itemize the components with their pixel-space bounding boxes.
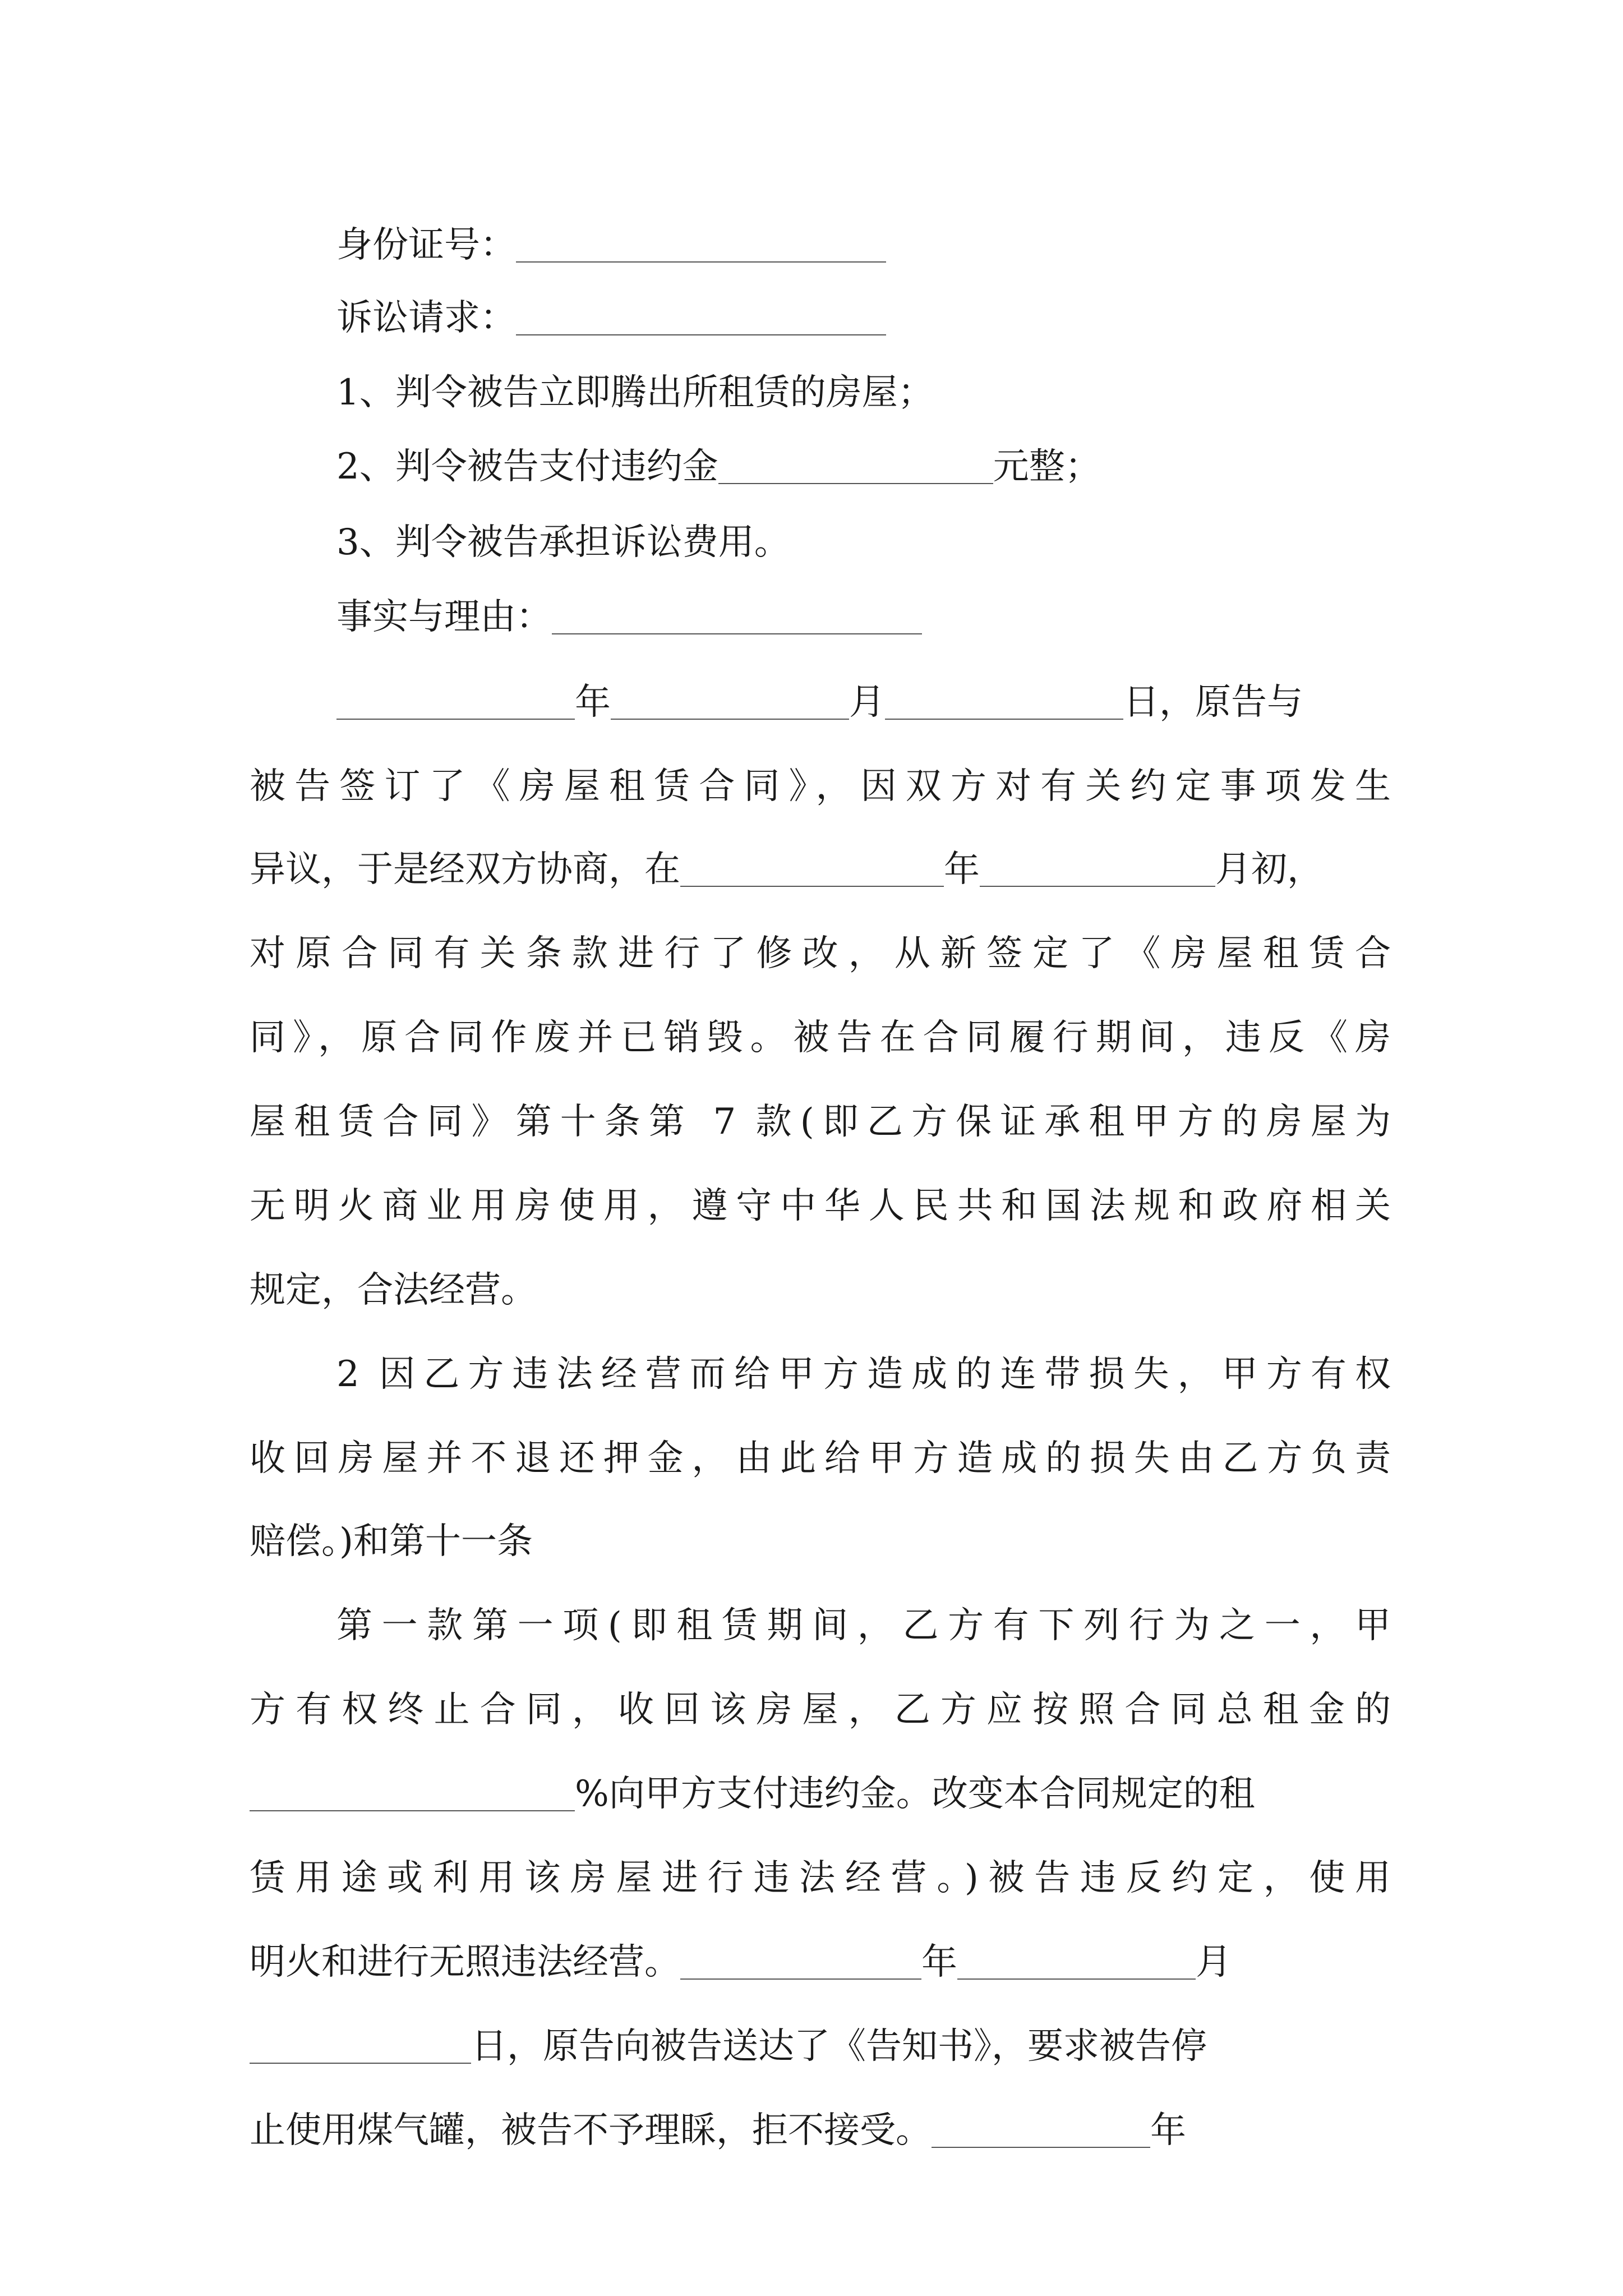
penalty-amount-blank bbox=[718, 449, 993, 484]
id-number-field bbox=[336, 224, 886, 266]
facts-field bbox=[336, 596, 922, 638]
para3-line5: 明火和进行无照违法经营。 年 月 bbox=[250, 1941, 1232, 1984]
facts-blank bbox=[552, 599, 922, 634]
para1-line7: 无明火商业用房使用，遵守中华人民共和国法规和政府相关 bbox=[250, 1185, 1391, 1227]
percentage-blank bbox=[250, 1776, 575, 1811]
claims-field bbox=[336, 297, 886, 339]
para2-line1: 2 因乙方违法经营而给甲方造成的连带损失，甲方有权 bbox=[336, 1354, 1391, 1395]
claim-item-3: 3、判令被告承担诉讼费用。 bbox=[336, 522, 790, 563]
para1-line2: 被告签订了《房屋租赁合同》，因双方对有关约定事项发生 bbox=[250, 766, 1391, 807]
para3-line4: 赁用途或利用该房屋进行违法经营。)被告违反约定，使用 bbox=[250, 1857, 1391, 1899]
para1-line6: 屋租赁合同》第十条第 7 款(即乙方保证承租甲方的房屋为 bbox=[250, 1101, 1391, 1143]
claim-item-2: 2、判令被告支付违约金 元整； bbox=[336, 446, 1101, 488]
para1-line3: 异议，于是经双方协商，在 年 月初， bbox=[250, 849, 1323, 891]
para3-line1: 第一款第一项(即租赁期间，乙方有下列行为之一，甲 bbox=[336, 1605, 1391, 1646]
id-number-blank bbox=[516, 227, 886, 263]
para3-line6: 日，原告向被告送达了《告知书》，要求被告停 bbox=[250, 2028, 1207, 2064]
para1-line8: 规定，合法经营。 bbox=[250, 1269, 537, 1311]
para1-line1: 年 月 日，原告与 bbox=[336, 684, 1303, 720]
claims-label: 诉讼请求： bbox=[336, 297, 516, 339]
claims-blank bbox=[516, 300, 886, 335]
para3-line3: %向甲方支付违约金。改变本合同规定的租 bbox=[250, 1776, 1255, 1812]
para1-line5: 同》，原合同作废并已销毁。被告在合同履行期间，违反《房 bbox=[250, 1017, 1391, 1059]
facts-label: 事实与理由： bbox=[336, 596, 552, 638]
para3-line2: 方有权终止合同，收回该房屋，乙方应按照合同总租金的 bbox=[250, 1689, 1391, 1731]
id-number-label: 身份证号： bbox=[336, 224, 516, 266]
para2-line2: 收回房屋并不退还押金，由此给甲方造成的损失由乙方负责 bbox=[250, 1438, 1391, 1479]
para2-line3: 赔偿。)和第十一条 bbox=[250, 1521, 533, 1562]
para1-line4: 对原合同有关条款进行了修改，从新签定了《房屋租赁合 bbox=[250, 933, 1391, 974]
claim-item-1: 1、判令被告立即腾出所租赁的房屋； bbox=[336, 372, 934, 413]
para3-line7: 止使用煤气罐，被告不予理睬，拒不接受。 年 bbox=[250, 2110, 1186, 2152]
